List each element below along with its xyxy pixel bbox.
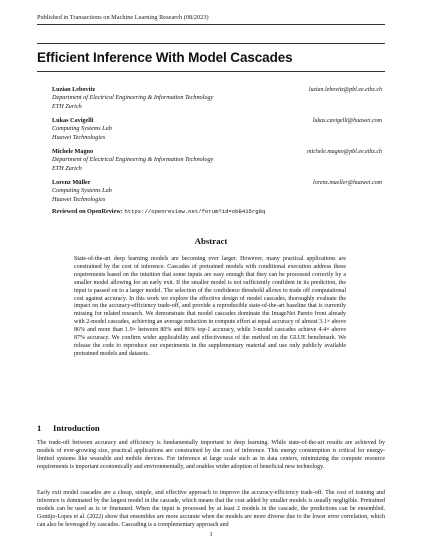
body-paragraph: The trade-off between accuracy and efficiency is fundamentally important to deep learning. While state-of-the-art results are achieved by models of ever-growing size, practical applications are constrained by the cost of inference. This energy consumption is critical for energy-limited systems like wearable and mobile devices. For inference at large scale such as in data centers, minimizing the compute resource requirements is important economically and environmentally, and enables wider adoption of beneficial new technology. bbox=[37, 440, 385, 470]
paper-title: Efficient Inference With Model Cascades bbox=[37, 50, 293, 65]
header-rule bbox=[37, 24, 385, 25]
author-block bbox=[52, 179, 382, 204]
author-email[interactable]: lukas.cavigelli@huawei.com bbox=[312, 118, 382, 124]
page-number: 1 bbox=[209, 531, 213, 538]
section-title: Introduction bbox=[53, 423, 100, 433]
abstract-text: State-of-the-art deep learning models are becoming ever larger. However, many practical applications are constrained by the cost of inference. Cascades of pretrained models with conditional execution address these requirements based on the intuition that some inputs are easy enough that they can be processed correctly by a smaller model allowing for an early exit. If the smaller model is not sufficiently confident in its prediction, the input is passed on to a larger model. The selection of the confidence threshold allows to trade off computational cost against accuracy. In this work we explore the effective design of model cascades, thoroughly evaluate the impact on the accuracy-efficiency trade-off, and provide a reproducible state-of-the-art baseline that is currently missing for related research. We demonstrate that model cascades dominate the ImageNet Pareto front already with 2-model cascades, achieving an average reduction in compute effort at equal accuracy of almost 3.1× above 86% and more than 1.9× between 80% and 86% top-1 accuracy, while 3-model cascades achieve 4.4× above 87% accuracy. We confirm wider applicability and effectiveness of the method on the GLUE benchmark. We release the code to reproduce our experiments in the supplementary material and use only publicly available pretrained models and datasets. bbox=[74, 256, 346, 357]
author-name: Lukas Cavigelli bbox=[52, 117, 94, 124]
author-email[interactable]: lorenz.mueller@huawei.com bbox=[313, 180, 382, 186]
openreview-line bbox=[52, 208, 265, 215]
abstract-heading: Abstract bbox=[194, 236, 228, 246]
author-block bbox=[52, 148, 382, 173]
author-block bbox=[52, 86, 382, 111]
openreview-label: Reviewed on OpenReview: bbox=[52, 208, 123, 215]
author-name: Luzian Lebovitz bbox=[52, 86, 96, 93]
author-affiliation: Huawei Technologies bbox=[52, 195, 106, 203]
section-number: 1 bbox=[37, 423, 42, 433]
author-affiliation: Computing Systems Lab bbox=[52, 125, 112, 133]
author-affiliation: Department of Electrical Engineering & Information Technology bbox=[52, 156, 214, 164]
title-rule-bottom bbox=[37, 71, 385, 72]
title-rule-top bbox=[37, 43, 385, 44]
author-name: Michele Magno bbox=[52, 148, 94, 155]
author-affiliation: Department of Electrical Engineering & Information Technology bbox=[52, 94, 214, 102]
section-heading bbox=[37, 423, 100, 433]
author-email[interactable]: luzian.lebovitz@pbl.ee.ethz.ch bbox=[308, 87, 382, 93]
author-affiliation: Computing Systems Lab bbox=[52, 187, 112, 195]
author-email[interactable]: michele.magno@pbl.ee.ethz.ch bbox=[307, 149, 382, 155]
author-affiliation: ETH Zurich bbox=[52, 164, 82, 172]
body-paragraph: Early exit model cascades are a cheap, simple, and effective approach to improve the accuracy-efficiency trade-off. The cost of training and inference is dominated by the largest model in the cascade, which means that the cost added by smaller models is usually negligible. Pretrained models can be used as is or finetuned. When the input is processed by at least 2 models in the cascade, the predictions can be ensembled. Gontijo-Lopes et al. (2022) show that ensembles are more accurate when the models are more diverse due to the lower error correlation, which can also be leveraged by cascades. Cascading is a complementary approach and bbox=[37, 490, 385, 528]
author-affiliation: Huawei Technologies bbox=[52, 133, 106, 141]
author-block bbox=[52, 117, 382, 142]
author-name: Lorenz Müller bbox=[52, 179, 91, 186]
openreview-link[interactable]: https://openreview.net/forum?id=obB415rg8q bbox=[124, 208, 266, 215]
journal-header: Published in Transactions on Machine Learning Research (08/2023) bbox=[37, 14, 209, 21]
author-affiliation: ETH Zurich bbox=[52, 102, 82, 110]
